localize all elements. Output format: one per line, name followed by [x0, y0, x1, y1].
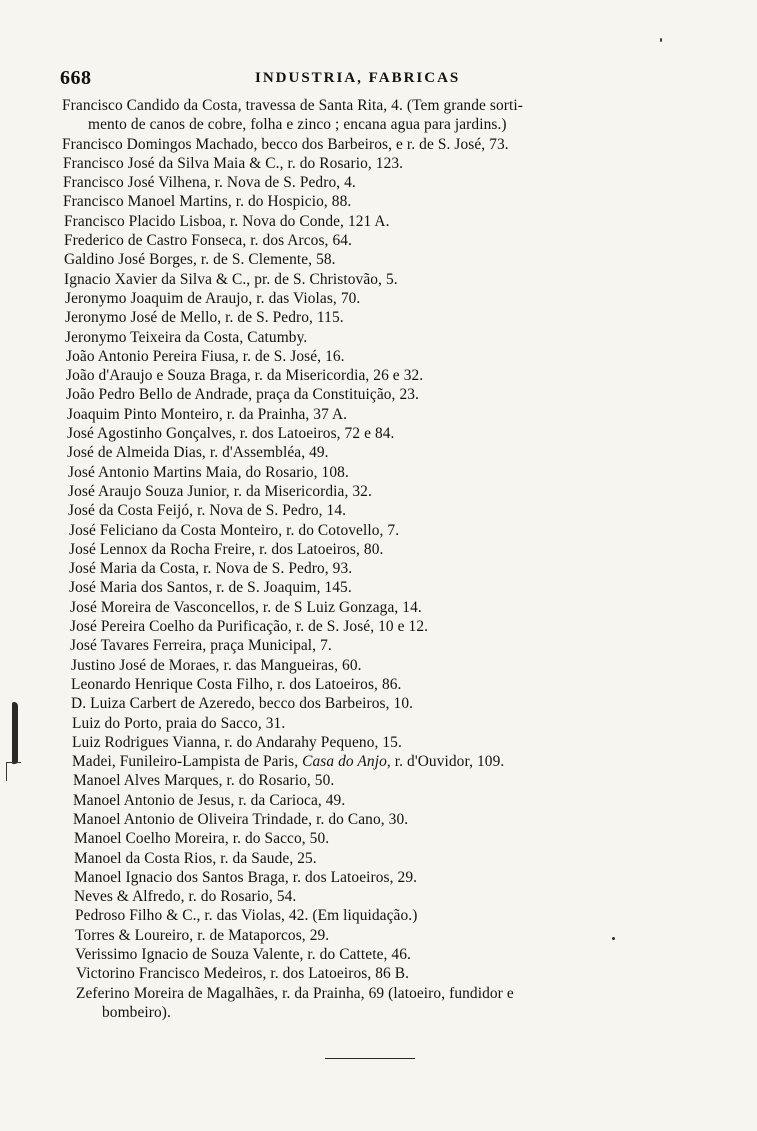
directory-entry — [0, 231, 757, 250]
directory-entry — [0, 964, 757, 983]
directory-entry — [0, 771, 757, 790]
entry-line: Manoel Ignacio dos Santos Braga, r. dos Latoeiros, 29. — [74, 868, 418, 886]
directory-entry — [0, 984, 757, 1023]
entry-line: José Lennox da Rocha Freire, r. dos Latoeiros, 80. — [69, 540, 384, 558]
directory-entry — [0, 540, 757, 559]
directory-entry — [0, 270, 757, 289]
entry-line: Jeronymo Joaquim de Araujo, r. das Violas, 70. — [65, 289, 361, 307]
entry-line: Galdino José Borges, r. de S. Clemente, 58. — [64, 251, 336, 269]
page-number: 668 — [60, 67, 92, 89]
directory-entry — [0, 482, 757, 501]
entry-line: Manoel Alves Marques, r. do Rosario, 50. — [73, 772, 335, 790]
directory-entry — [0, 598, 757, 617]
entry-line: Ignacio Xavier da Silva & C., pr. de S. Christovão, 5. — [64, 270, 398, 288]
directory-entry — [0, 328, 757, 347]
entry-line: Jeronymo José de Mello, r. de S. Pedro, 115. — [65, 309, 344, 327]
margin-ink-mark — [4, 702, 24, 792]
directory-list — [0, 96, 757, 1022]
entry-line: José Maria da Costa, r. Nova de S. Pedro, 93. — [69, 560, 353, 578]
directory-entry — [0, 154, 757, 173]
directory-entry — [0, 694, 757, 713]
entry-line: Justino José de Moraes, r. das Mangueiras, 60. — [71, 656, 362, 674]
entry-line: João d'Araujo e Souza Braga, r. da Misericordia, 26 e 32. — [66, 367, 424, 385]
entry-line: José Tavares Ferreira, praça Municipal, 7. — [70, 637, 332, 655]
page-header — [60, 67, 720, 93]
entry-line: Torres & Loureiro, r. de Mataporcos, 29. — [75, 926, 330, 944]
entry-continuation-line: mento de canos de cobre, folha e zinco ; encana agua para jardins.) — [88, 116, 507, 134]
entry-line: Madei, Funileiro-Lampista de Paris, Casa do Anjo, r. d'Ouvidor, 109. — [72, 753, 505, 771]
entry-line: Victorino Francisco Medeiros, r. dos Latoeiros, 86 B. — [76, 965, 410, 983]
entry-line: Frederico de Castro Fonseca, r. dos Arcos, 64. — [64, 232, 352, 250]
directory-entry — [0, 250, 757, 269]
directory-entry — [0, 617, 757, 636]
entry-continuation-line: bombeiro). — [102, 1003, 171, 1021]
entry-line: Francisco Manoel Martins, r. do Hospicio, 88. — [63, 193, 352, 211]
directory-entry — [0, 347, 757, 366]
directory-entry — [0, 463, 757, 482]
running-head: INDUSTRIA, FABRICAS — [255, 70, 461, 86]
directory-entry — [0, 96, 757, 135]
section-end-rule — [325, 1058, 415, 1059]
entry-line: José Araujo Souza Junior, r. da Misericordia, 32. — [68, 482, 372, 500]
entry-line: Pedroso Filho & C., r. das Violas, 42. (Em liquidação.) — [75, 907, 418, 925]
italic-shop-name: Casa do Anjo — [302, 753, 387, 771]
directory-entry — [0, 135, 757, 154]
directory-entry — [0, 791, 757, 810]
entry-line: Verissimo Ignacio de Souza Valente, r. do Cattete, 46. — [75, 946, 411, 964]
entry-line: Manoel da Costa Rios, r. da Saude, 25. — [74, 849, 317, 867]
entry-line: Francisco José Vilhena, r. Nova de S. Pedro, 4. — [63, 174, 356, 192]
directory-entry — [0, 926, 757, 945]
entry-line: José Pereira Coelho da Purificação, r. de S. José, 10 e 12. — [70, 618, 429, 636]
directory-entry — [0, 887, 757, 906]
directory-entry — [0, 868, 757, 887]
entry-line: Jeronymo Teixeira da Costa, Catumby. — [65, 328, 308, 346]
directory-entry — [0, 173, 757, 192]
entry-line: Luiz Rodrigues Vianna, r. do Andarahy Pequeno, 15. — [72, 733, 402, 751]
entry-line: José Feliciano da Costa Monteiro, r. do Cotovello, 7. — [69, 521, 400, 539]
directory-entry — [0, 945, 757, 964]
entry-line: José Maria dos Santos, r. de S. Joaquim, 145. — [69, 579, 352, 597]
directory-entry — [0, 308, 757, 327]
directory-entry — [0, 829, 757, 848]
directory-entry — [0, 578, 757, 597]
directory-entry — [0, 636, 757, 655]
entry-line: Francisco Candido da Costa, travessa de Santa Rita, 4. (Tem grande sorti- — [62, 97, 523, 114]
ink-speck — [660, 38, 662, 42]
entry-line: Manoel Antonio de Jesus, r. da Carioca, 49. — [73, 791, 346, 809]
entry-line: José Moreira de Vasconcellos, r. de S Luiz Gonzaga, 14. — [70, 598, 422, 616]
entry-line: Leonardo Henrique Costa Filho, r. dos Latoeiros, 86. — [71, 675, 402, 693]
entry-line: Francisco Placido Lisboa, r. Nova do Conde, 121 A. — [64, 212, 390, 230]
directory-entry — [0, 849, 757, 868]
directory-entry — [0, 714, 757, 733]
directory-entry — [0, 656, 757, 675]
entry-line: José da Costa Feijó, r. Nova de S. Pedro, 14. — [68, 502, 347, 520]
entry-line: Manoel Antonio de Oliveira Trindade, r. do Cano, 30. — [73, 810, 409, 828]
entry-line: Neves & Alfredo, r. do Rosario, 54. — [74, 888, 297, 906]
directory-entry — [0, 501, 757, 520]
directory-entry — [0, 675, 757, 694]
ink-speck — [612, 937, 615, 940]
directory-entry — [0, 212, 757, 231]
entry-line: D. Luiza Carbert de Azeredo, becco dos Barbeiros, 10. — [71, 695, 414, 713]
directory-entry — [0, 810, 757, 829]
directory-entry — [0, 521, 757, 540]
directory-entry — [0, 559, 757, 578]
directory-entry — [0, 385, 757, 404]
entry-line: Luiz do Porto, praia do Sacco, 31. — [72, 714, 286, 732]
directory-entry — [0, 906, 757, 925]
entry-line: Zeferino Moreira de Magalhães, r. da Prainha, 69 (latoeiro, fundidor e — [76, 984, 514, 1002]
entry-line: José Agostinho Gonçalves, r. dos Latoeiros, 72 e 84. — [67, 425, 395, 443]
directory-entry — [0, 405, 757, 424]
entry-line: Joaquim Pinto Monteiro, r. da Prainha, 37 A. — [67, 405, 348, 423]
directory-entry — [0, 366, 757, 385]
directory-entry — [0, 424, 757, 443]
entry-line: João Pedro Bello de Andrade, praça da Constituição, 23. — [66, 386, 419, 404]
entry-line: Francisco Domingos Machado, becco dos Barbeiros, e r. de S. José, 73. — [62, 135, 509, 153]
entry-line: Manoel Coelho Moreira, r. do Sacco, 50. — [74, 830, 330, 848]
entry-line: Francisco José da Silva Maia & C., r. do Rosario, 123. — [63, 154, 404, 172]
directory-entry — [0, 733, 757, 752]
directory-entry — [0, 443, 757, 462]
entry-line: José Antonio Martins Maia, do Rosario, 108. — [68, 463, 349, 481]
directory-entry — [0, 192, 757, 211]
directory-entry — [0, 752, 757, 771]
entry-line: João Antonio Pereira Fiusa, r. de S. José, 16. — [66, 347, 345, 365]
directory-entry — [0, 289, 757, 308]
entry-line: José de Almeida Dias, r. d'Assembléa, 49. — [67, 444, 329, 462]
